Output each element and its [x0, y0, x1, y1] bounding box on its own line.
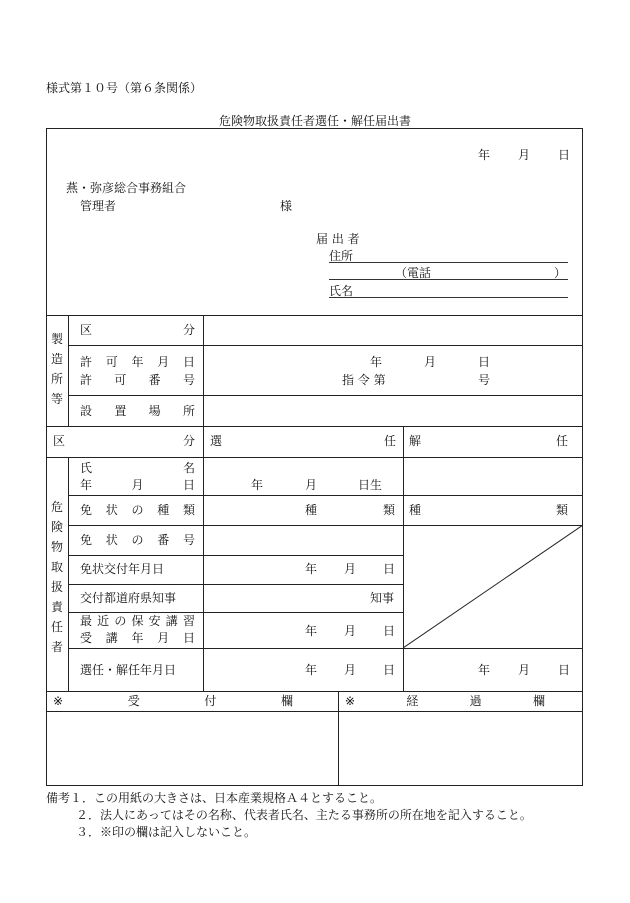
col-appoint: 選 任	[210, 434, 396, 448]
reception-progress-divider	[338, 691, 339, 786]
facility-bottom-divider	[46, 426, 583, 427]
dismiss-day: 日	[558, 663, 571, 677]
date-day: 日	[558, 148, 571, 162]
location-label: 設 置 場 所	[80, 404, 195, 418]
license-number-label: 免 状 の 番 号	[80, 533, 195, 547]
license-type-label: 免 状 の 種 類	[80, 503, 195, 517]
manager-side-label: 危険物取扱責任者	[50, 500, 63, 654]
birth-day: 日生	[358, 478, 383, 492]
phone-label: （電話	[395, 266, 432, 280]
addressee-org: 燕・弥彦総合事務組合	[66, 181, 187, 195]
address-label: 住所	[329, 249, 354, 263]
governor-label: 交付都道府県知事	[80, 591, 177, 605]
appoint-type-right: 類	[383, 503, 396, 517]
honorific: 様	[280, 199, 293, 213]
training-day: 日	[383, 624, 396, 638]
dismiss-year: 年	[478, 663, 491, 677]
manager-row-divider-3	[68, 555, 403, 556]
date-month: 月	[518, 148, 531, 162]
permit-number-label: 許 可 番 号	[80, 373, 195, 387]
address-line	[329, 262, 568, 263]
issue-month: 月	[344, 562, 357, 576]
permit-date-label: 許 可 年 月 日	[80, 355, 195, 369]
diagonal-strike	[403, 525, 583, 648]
permit-day: 日	[478, 355, 491, 369]
facility-row-divider-2	[68, 395, 583, 396]
notifier-label: 届 出 者	[316, 232, 360, 246]
manager-row-divider-6	[68, 648, 583, 649]
phone-line	[329, 279, 568, 280]
name-line	[329, 297, 568, 298]
remark-2: ２．法人にあってはその名称、代表者氏名、主たる事務所の所在地を記入すること。	[76, 808, 532, 822]
appoint-date-label: 選任・解任年月日	[80, 663, 177, 677]
progress-header: ※ 経 過 欄	[345, 694, 545, 708]
name-label: 氏名	[329, 284, 354, 298]
col-dismiss: 解 任	[409, 434, 568, 448]
governor-value: 知事	[370, 591, 395, 605]
manager-bottom-divider	[46, 691, 583, 692]
remark-1: 備考１．この用紙の大きさは、日本産業規格Ａ４とすること。	[46, 791, 383, 805]
issue-year: 年	[305, 562, 318, 576]
training-label-2: 受 講 年 月 日	[80, 631, 195, 645]
appoint-year: 年	[305, 663, 318, 677]
birth-year: 年	[251, 478, 264, 492]
column-header-divider	[46, 457, 583, 458]
facility-side-label: 製造所等	[50, 332, 63, 406]
remark-3: ３．※印の欄は記入しないこと。	[76, 825, 257, 839]
phone-close: ）	[554, 266, 567, 280]
manager-name-label: 氏 名	[80, 461, 195, 475]
directive-label: 指 令 第	[342, 373, 386, 387]
manager-row-divider-5	[68, 612, 403, 613]
reception-header: ※ 受 付 欄	[53, 694, 293, 708]
reception-header-divider	[46, 711, 583, 712]
date-year: 年	[478, 148, 491, 162]
birth-month: 月	[305, 478, 318, 492]
addressee-title: 管理者	[80, 199, 117, 213]
appoint-month: 月	[344, 663, 357, 677]
facility-side-divider	[68, 315, 69, 426]
header-divider	[46, 315, 583, 316]
manager-row-divider-1	[68, 495, 583, 496]
dismiss-type-right: 類	[556, 503, 569, 517]
manager-side-divider	[68, 457, 69, 691]
issue-date-label: 免状交付年月日	[80, 562, 165, 576]
facility-category-label: 区 分	[80, 323, 195, 337]
directive-suffix: 号	[478, 373, 491, 387]
col-category: 区 分	[53, 434, 195, 448]
dismiss-type-left: 種	[409, 503, 422, 517]
form-number: 様式第１０号（第６条関係）	[46, 81, 203, 95]
permit-month: 月	[424, 355, 437, 369]
issue-day: 日	[383, 562, 396, 576]
facility-row-divider-1	[68, 345, 583, 346]
appoint-type-left: 種	[305, 503, 318, 517]
label-column-divider	[203, 315, 204, 691]
manager-row-divider-4	[68, 584, 403, 585]
manager-birth-label: 年 月 日	[80, 478, 195, 492]
training-label-1: 最 近 の 保 安 講 習	[80, 614, 195, 628]
permit-year: 年	[370, 355, 383, 369]
training-month: 月	[344, 624, 357, 638]
dismiss-month: 月	[518, 663, 531, 677]
training-year: 年	[305, 624, 318, 638]
appoint-day: 日	[383, 663, 396, 677]
form-title: 危険物取扱責任者選任・解任届出書	[218, 114, 411, 128]
